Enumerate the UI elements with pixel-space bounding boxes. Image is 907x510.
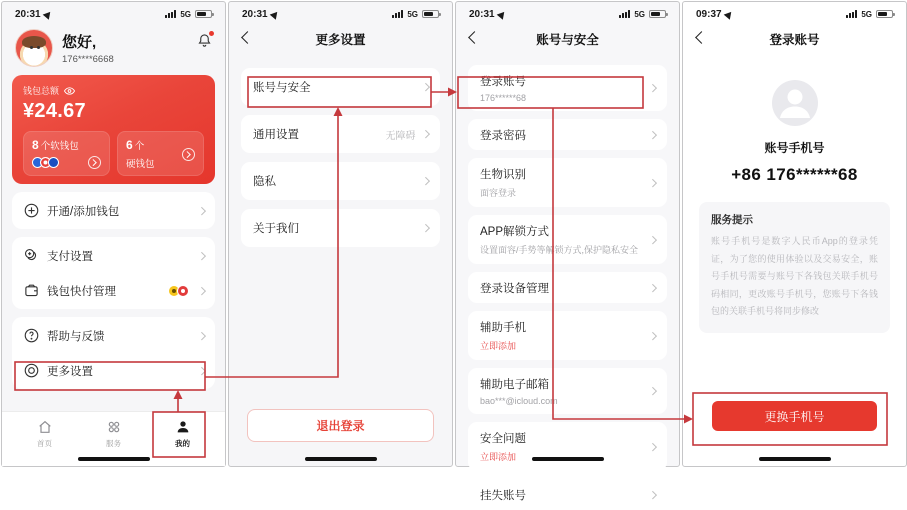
list-item-label: 登录密码 bbox=[480, 129, 526, 142]
plus-circle-icon bbox=[23, 203, 39, 219]
list-item-sub: 面容登录 bbox=[480, 188, 517, 198]
list-item-sub: bao***@icloud.com bbox=[480, 396, 558, 406]
hard-wallet-label: 硬钱包 bbox=[126, 159, 155, 170]
menu-group-payment bbox=[12, 237, 215, 309]
menu-item-add-wallet[interactable] bbox=[12, 193, 215, 228]
network-label: 5G bbox=[861, 9, 872, 19]
status-time: 20:31 bbox=[15, 8, 41, 20]
location-arrow-icon bbox=[496, 9, 507, 20]
account-number: 176****6668 bbox=[62, 54, 114, 65]
list-item-biometrics[interactable] bbox=[468, 158, 667, 207]
battery-icon bbox=[876, 10, 893, 18]
list-item-sub: 176******68 bbox=[480, 93, 527, 103]
list-item-sub: 立即添加 bbox=[480, 452, 517, 462]
list-item-label: 通用设置 bbox=[253, 129, 299, 141]
coins-icon bbox=[23, 248, 39, 264]
greeting-text: 您好, bbox=[62, 34, 97, 51]
chevron-right-icon bbox=[648, 332, 656, 340]
battery-icon bbox=[195, 10, 212, 18]
notification-bell-icon[interactable] bbox=[197, 33, 212, 53]
network-label: 5G bbox=[180, 9, 191, 19]
service-tip-card bbox=[699, 202, 890, 333]
list-item-label: APP解锁方式 bbox=[480, 226, 550, 238]
chevron-right-icon bbox=[648, 179, 656, 187]
chevron-right-icon bbox=[421, 83, 429, 91]
menu-item-label: 更多设置 bbox=[47, 365, 93, 378]
page-title: 更多设置 bbox=[315, 32, 366, 47]
list-item-label: 登录账号 bbox=[480, 76, 526, 88]
list-item-label: 关于我们 bbox=[253, 223, 299, 235]
signal-icon bbox=[846, 10, 857, 18]
account-phone-label: 账号手机号 bbox=[764, 141, 825, 155]
status-time: 20:31 bbox=[242, 8, 268, 20]
back-chevron-icon[interactable] bbox=[468, 31, 481, 44]
notification-dot bbox=[209, 31, 214, 36]
chevron-right-icon bbox=[648, 84, 656, 92]
list-item-label: 登录设备管理 bbox=[480, 282, 549, 295]
list-item-general-settings[interactable] bbox=[241, 115, 440, 153]
location-arrow-icon bbox=[269, 9, 280, 20]
person-icon bbox=[175, 419, 191, 435]
hard-wallet-unit: 个 bbox=[134, 141, 145, 152]
battery-icon bbox=[422, 10, 439, 18]
page-title: 登录账号 bbox=[769, 32, 820, 47]
list-item-app-unlock[interactable] bbox=[468, 215, 667, 264]
tab-label: 首页 bbox=[37, 439, 52, 448]
list-item-value: 无障碍 bbox=[385, 130, 416, 142]
network-label: 5G bbox=[407, 9, 418, 19]
list-item-label: 辅助电子邮箱 bbox=[480, 379, 549, 391]
menu-item-payment-settings[interactable] bbox=[12, 238, 215, 273]
location-arrow-icon bbox=[723, 9, 734, 20]
page-title: 账号与安全 bbox=[536, 32, 599, 47]
list-item-privacy[interactable] bbox=[241, 162, 440, 200]
chevron-right-icon bbox=[648, 387, 656, 395]
signal-icon bbox=[165, 10, 176, 18]
chevron-right-icon bbox=[197, 252, 205, 260]
wallet-total-card bbox=[12, 75, 215, 184]
list-item-security-question[interactable] bbox=[468, 422, 667, 471]
settings-list bbox=[241, 68, 440, 247]
account-phone-number: +86 176******68 bbox=[731, 165, 858, 184]
person-silhouette-icon bbox=[772, 80, 818, 126]
chevron-right-icon bbox=[421, 177, 429, 185]
list-item-backup-phone[interactable] bbox=[468, 311, 667, 360]
logout-button[interactable]: 退出登录 bbox=[247, 409, 434, 442]
tab-label: 服务 bbox=[106, 439, 121, 448]
nav-bar bbox=[229, 22, 452, 55]
soft-wallet-count: 8 bbox=[32, 138, 39, 152]
list-item-label: 安全问题 bbox=[480, 433, 526, 445]
soft-wallet-label: 个软钱包 bbox=[40, 141, 79, 152]
phone-screen-more-settings bbox=[228, 1, 453, 467]
list-item-about-us[interactable] bbox=[241, 209, 440, 247]
profile-header bbox=[2, 22, 225, 72]
menu-item-quickpay-management[interactable] bbox=[12, 273, 215, 308]
chevron-right-icon bbox=[648, 284, 656, 292]
status-bar bbox=[683, 2, 906, 22]
battery-icon bbox=[649, 10, 666, 18]
list-item-report-loss[interactable] bbox=[468, 479, 667, 510]
phone-screen-account-security bbox=[455, 1, 680, 502]
status-bar bbox=[2, 2, 225, 22]
chevron-right-icon bbox=[648, 443, 656, 451]
grid-icon bbox=[106, 419, 122, 435]
list-item-label: 生物识别 bbox=[480, 169, 526, 181]
home-icon bbox=[37, 419, 53, 435]
home-indicator bbox=[759, 457, 831, 461]
eye-icon[interactable] bbox=[64, 87, 75, 95]
menu-item-more-settings[interactable] bbox=[12, 353, 215, 388]
wallet-total-label: 钱包总额 bbox=[23, 86, 60, 96]
network-label: 5G bbox=[634, 9, 645, 19]
change-phone-button[interactable]: 更换手机号 bbox=[712, 401, 877, 431]
nav-bar bbox=[683, 22, 906, 55]
back-chevron-icon[interactable] bbox=[241, 31, 254, 44]
list-item-label: 挂失账号 bbox=[480, 489, 526, 502]
list-item-login-account[interactable] bbox=[468, 65, 667, 111]
list-item-sub: 设置面容/手势等解锁方式,保护隐私安全 bbox=[480, 245, 639, 255]
list-item-backup-email[interactable] bbox=[468, 368, 667, 414]
list-item-login-devices[interactable] bbox=[468, 272, 667, 303]
avatar[interactable] bbox=[15, 29, 53, 67]
avatar-placeholder bbox=[772, 80, 818, 126]
tab-home[interactable] bbox=[20, 419, 70, 466]
phone-screen-login-account bbox=[682, 1, 907, 467]
chevron-right-icon bbox=[648, 236, 656, 244]
signal-icon bbox=[392, 10, 403, 18]
service-tip-title: 服务提示 bbox=[711, 214, 753, 226]
tab-mine[interactable] bbox=[158, 419, 208, 466]
menu-item-label: 帮助与反馈 bbox=[47, 330, 105, 343]
arrow-right-circle-icon[interactable] bbox=[88, 156, 101, 169]
chevron-right-icon bbox=[197, 367, 205, 375]
hard-wallet-count: 6 bbox=[126, 138, 133, 152]
security-list bbox=[468, 65, 667, 510]
list-item-sub: 立即添加 bbox=[480, 341, 517, 351]
nav-bar bbox=[456, 22, 679, 55]
list-item-login-password[interactable] bbox=[468, 119, 667, 150]
wallet-icon bbox=[23, 283, 39, 299]
bank-logos-icons bbox=[32, 157, 56, 168]
menu-group-help bbox=[12, 317, 215, 389]
location-arrow-icon bbox=[42, 9, 53, 20]
question-circle-icon bbox=[23, 328, 39, 344]
menu-item-help-feedback[interactable] bbox=[12, 318, 215, 353]
signal-icon bbox=[619, 10, 630, 18]
status-bar bbox=[229, 2, 452, 22]
chevron-right-icon bbox=[648, 131, 656, 139]
chevron-right-icon bbox=[421, 224, 429, 232]
chevron-right-icon bbox=[197, 287, 205, 295]
quickpay-app-badges bbox=[171, 285, 189, 297]
status-time: 09:37 bbox=[696, 8, 722, 20]
home-indicator bbox=[305, 457, 377, 461]
menu-group-wallet bbox=[12, 192, 215, 229]
status-time: 20:31 bbox=[469, 8, 495, 20]
service-tip-text: 账号手机号是数字人民币App的登录凭证，为了您的使用体验以及交易安全，账号手机号需要与账号下各钱包关联手机号码相同，更改账号手机号，您账号下各钱包的关联手机号将同步修改 bbox=[711, 236, 878, 317]
menu-item-label: 支付设置 bbox=[47, 250, 93, 263]
red-app-badge-icon bbox=[177, 285, 189, 297]
chevron-right-icon bbox=[197, 332, 205, 340]
list-item-label: 辅助手机 bbox=[480, 322, 526, 334]
chevron-right-icon bbox=[197, 207, 205, 215]
list-item-label: 账号与安全 bbox=[253, 82, 311, 94]
hard-wallets-card[interactable] bbox=[117, 131, 204, 176]
back-chevron-icon[interactable] bbox=[695, 31, 708, 44]
wallet-amount: ¥24.67 bbox=[23, 100, 86, 122]
home-indicator bbox=[532, 457, 604, 461]
list-item-label: 隐私 bbox=[253, 176, 276, 188]
menu-item-label: 钱包快付管理 bbox=[47, 285, 116, 298]
soft-wallets-card[interactable] bbox=[23, 131, 110, 176]
list-item-account-security[interactable] bbox=[241, 68, 440, 106]
chevron-right-icon bbox=[421, 130, 429, 138]
target-icon bbox=[23, 363, 39, 379]
status-bar bbox=[456, 2, 679, 22]
chevron-right-icon bbox=[648, 491, 656, 499]
arrow-right-circle-icon[interactable] bbox=[182, 148, 195, 161]
home-indicator bbox=[78, 457, 150, 461]
menu-item-label: 开通/添加钱包 bbox=[47, 205, 120, 218]
phone-screen-home bbox=[1, 1, 226, 467]
tab-label: 我的 bbox=[175, 439, 190, 448]
